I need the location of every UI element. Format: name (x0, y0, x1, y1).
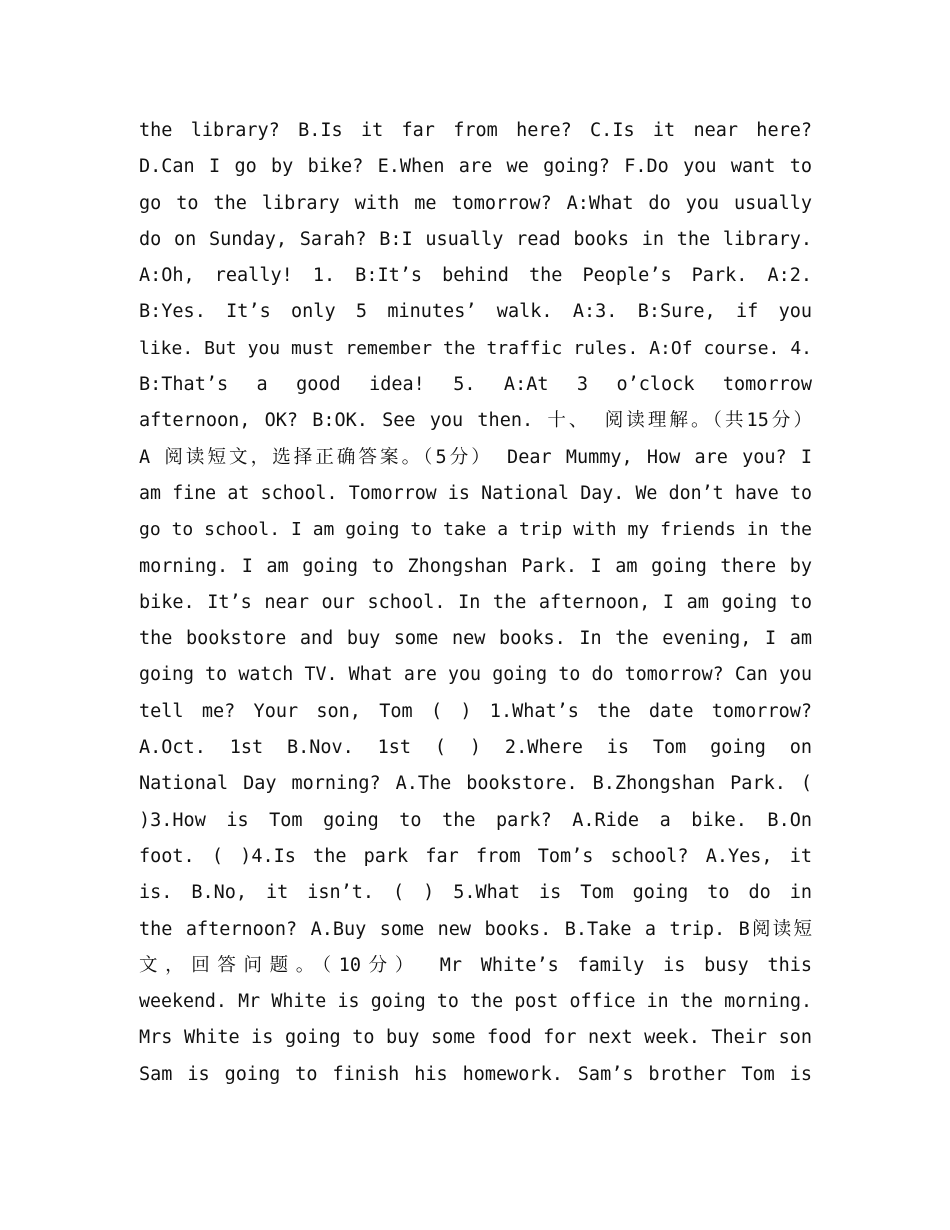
text-line: the library? B.Is it far from here? C.Is it near here? (139, 120, 812, 141)
text-line: like. But you must remember the traffic rules. A:Of course. 4. (139, 337, 812, 359)
text-line: bike. It’s near our school. In the afternoon, I am going to (139, 591, 812, 613)
text-line: is. B.No, it isn’t. ( ) 5.What is Tom going to do in (139, 882, 812, 904)
text-line: B:That’s a good idea! 5. A:At 3 o’clock tomorrow (139, 374, 812, 396)
text-line: foot. ( )4.Is the park far from Tom’s school? A.Yes, it (139, 845, 812, 867)
text-line: A 阅读短文，选择正确答案。（5分） Dear Mummy, How are you? I (139, 446, 812, 468)
text-line: the bookstore and buy some new books. In the evening, I am (139, 628, 812, 650)
text-line: 文，回答问题。（10分） Mr White’s family is busy this (139, 954, 812, 976)
text-line: Sam is going to finish his homework. Sam’s brother Tom is (139, 1063, 812, 1085)
text-line: morning. I am going to Zhongshan Park. I am going there by (139, 555, 812, 577)
text-line: A.Oct. 1st B.Nov. 1st ( ) 2.Where is Tom going on (139, 737, 812, 759)
text-line: go to the library with me tomorrow? A:What do you usually (139, 192, 812, 214)
text-line: go to school. I am going to take a trip with my friends in the (139, 519, 812, 541)
text-line: am fine at school. Tomorrow is National Day. We don’t have to (139, 482, 812, 504)
text-line: tell me? Your son, Tom ( ) 1.What’s the date tomorrow? (139, 700, 812, 722)
text-line: the afternoon? A.Buy some new books. B.Take a trip. B阅读短 (139, 918, 812, 940)
text-line: going to watch TV. What are you going to do tomorrow? Can you (139, 664, 812, 686)
text-line: afternoon, OK? B:OK. See you then. 十、 阅读理解。（共15分） (139, 410, 812, 432)
text-line: do on Sunday, Sarah? B:I usually read books in the library. (139, 228, 812, 250)
text-line: National Day morning? A.The bookstore. B.Zhongshan Park. ( (139, 773, 812, 795)
text-line: )3.How is Tom going to the park? A.Ride a bike. B.On (139, 809, 812, 831)
text-line: weekend. Mr White is going to the post office in the morning. (139, 991, 812, 1013)
document-body (139, 113, 812, 1093)
text-line: A:Oh, really! 1. B:It’s behind the People’s Park. A:2. (139, 265, 812, 287)
text-line: D.Can I go by bike? E.When are we going? F.Do you want to (139, 156, 812, 178)
text-line: Mrs White is going to buy some food for next week. Their son (139, 1027, 812, 1049)
text-line: B:Yes. It’s only 5 minutes’ walk. A:3. B:Sure, if you (139, 301, 812, 323)
